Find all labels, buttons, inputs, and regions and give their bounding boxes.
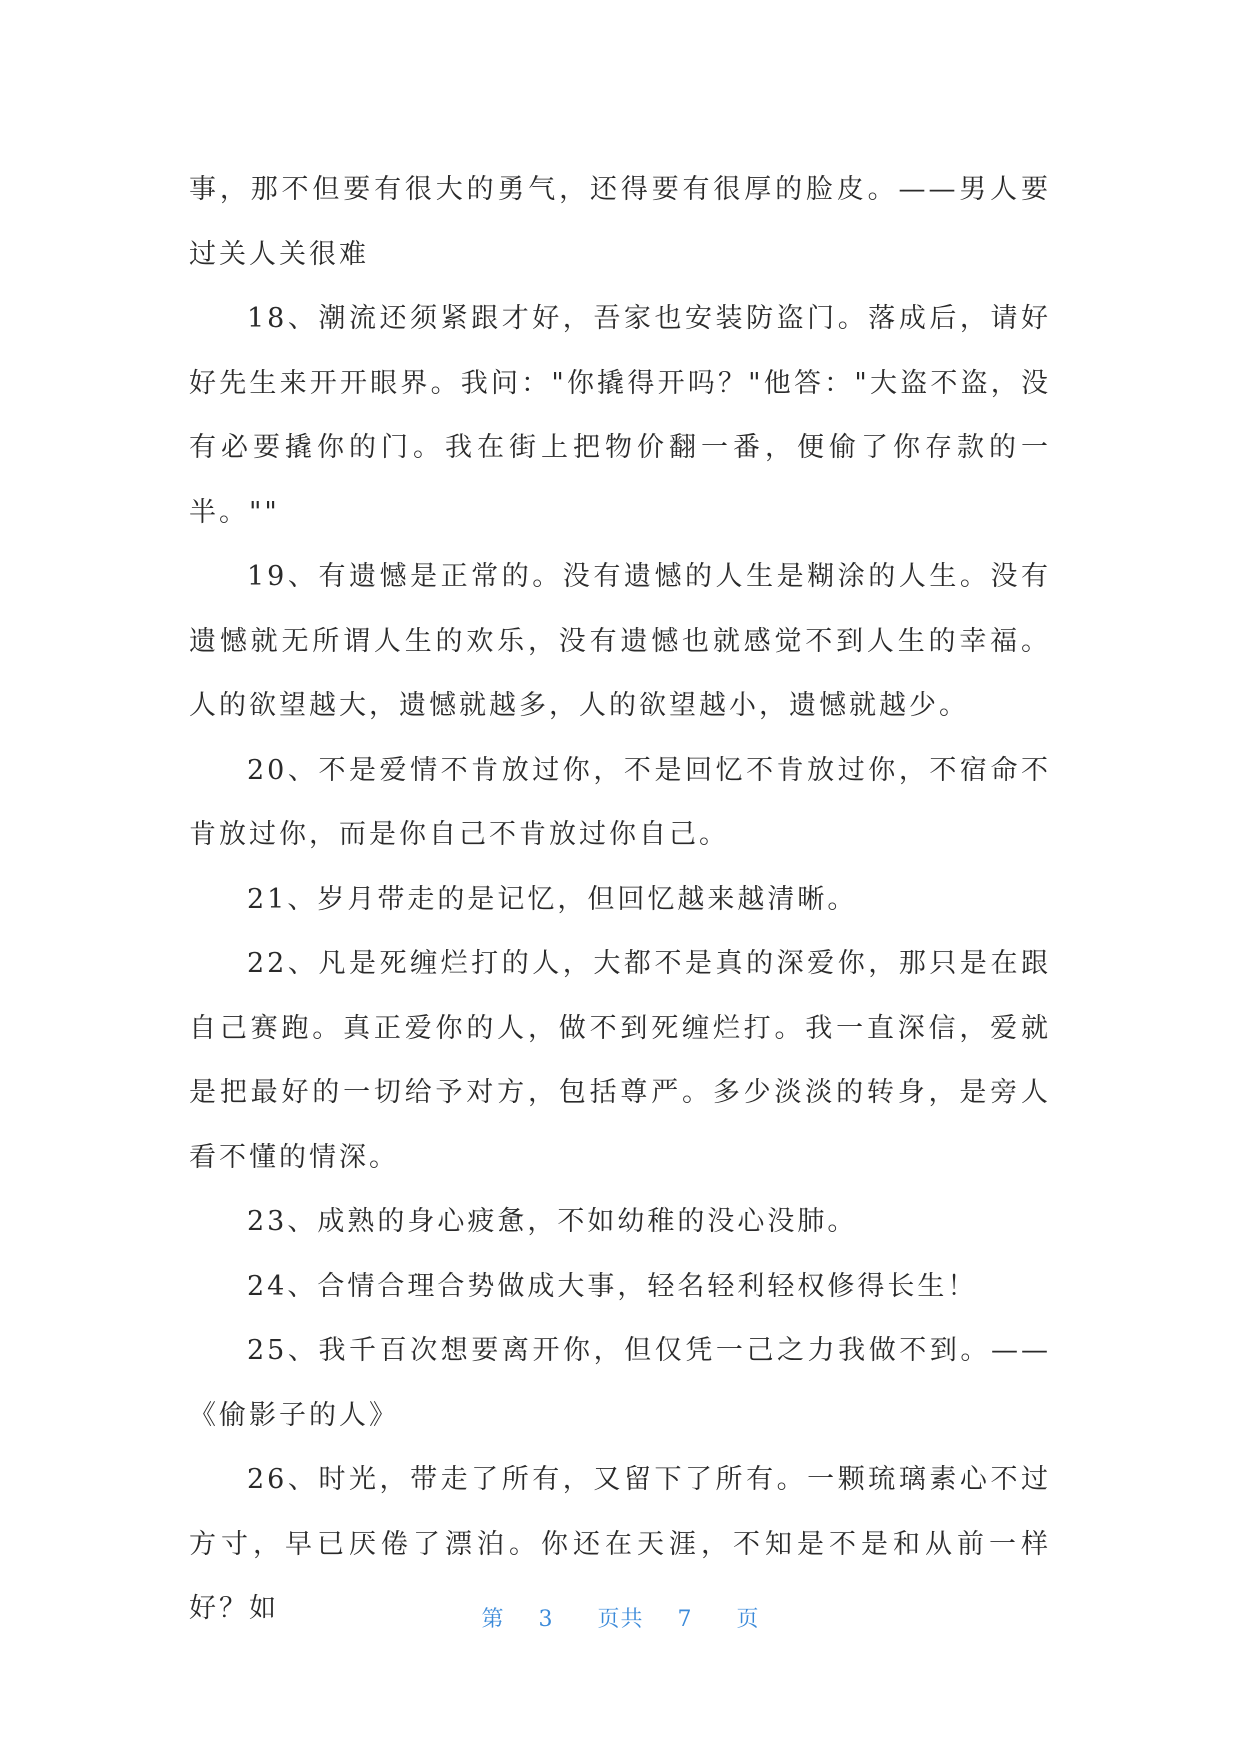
paragraph: 22、凡是死缠烂打的人，大都不是真的深爱你，那只是在跟自己赛跑。真正爱你的人，做不到死缠烂打。我一直深信，爱就是把最好的一切给予对方，包括尊严。多少淡淡的转身，是旁人看不懂的情深。 [189, 948, 1051, 1173]
footer-middle: 页共 [597, 1607, 644, 1632]
footer-prefix: 第 [481, 1607, 505, 1632]
paragraph: 25、我千百次想要离开你，但仅凭一己之力我做不到。——《偷影子的人》 [189, 1335, 1051, 1431]
paragraph: 26、时光，带走了所有，又留下了所有。一颗琉璃素心不过方寸，早已厌倦了漂泊。你还在天涯，不知是不是和从前一样好？如 [189, 1464, 1051, 1624]
paragraph: 19、有遗憾是正常的。没有遗憾的人生是糊涂的人生。没有遗憾就无所谓人生的欢乐，没有遗憾也就感觉不到人生的幸福。人的欲望越大，遗憾就越多，人的欲望越小，遗憾就越少。 [189, 561, 1051, 721]
paragraph: 20、不是爱情不肯放过你，不是回忆不肯放过你，不宿命不肯放过你，而是你自己不肯放过你自己。 [189, 754, 1051, 850]
document-body [189, 158, 1051, 1642]
footer-current-page: 3 [538, 1607, 554, 1632]
paragraph: 21、岁月带走的是记忆，但回忆越来越清晰。 [247, 883, 858, 915]
paragraph: 24、合情合理合势做成大事，轻名轻利轻权修得长生！ [247, 1270, 978, 1302]
footer-total-pages: 7 [677, 1607, 693, 1632]
footer-suffix: 页 [736, 1607, 760, 1632]
paragraph: 事，那不但要有很大的勇气，还得要有很厚的脸皮。——男人要过关人关很难 [189, 174, 1051, 270]
paragraph: 23、成熟的身心疲惫，不如幼稚的没心没肺。 [247, 1206, 858, 1237]
page-footer [0, 1602, 1241, 1633]
paragraph: 18、潮流还须紧跟才好，吾家也安装防盗门。落成后，请好好先生来开开眼界。我问："你撬得开吗？"他答："大盗不盗，没有必要撬你的门。我在街上把物价翻一番，便偷了你存款的一半。"" [189, 303, 1051, 528]
